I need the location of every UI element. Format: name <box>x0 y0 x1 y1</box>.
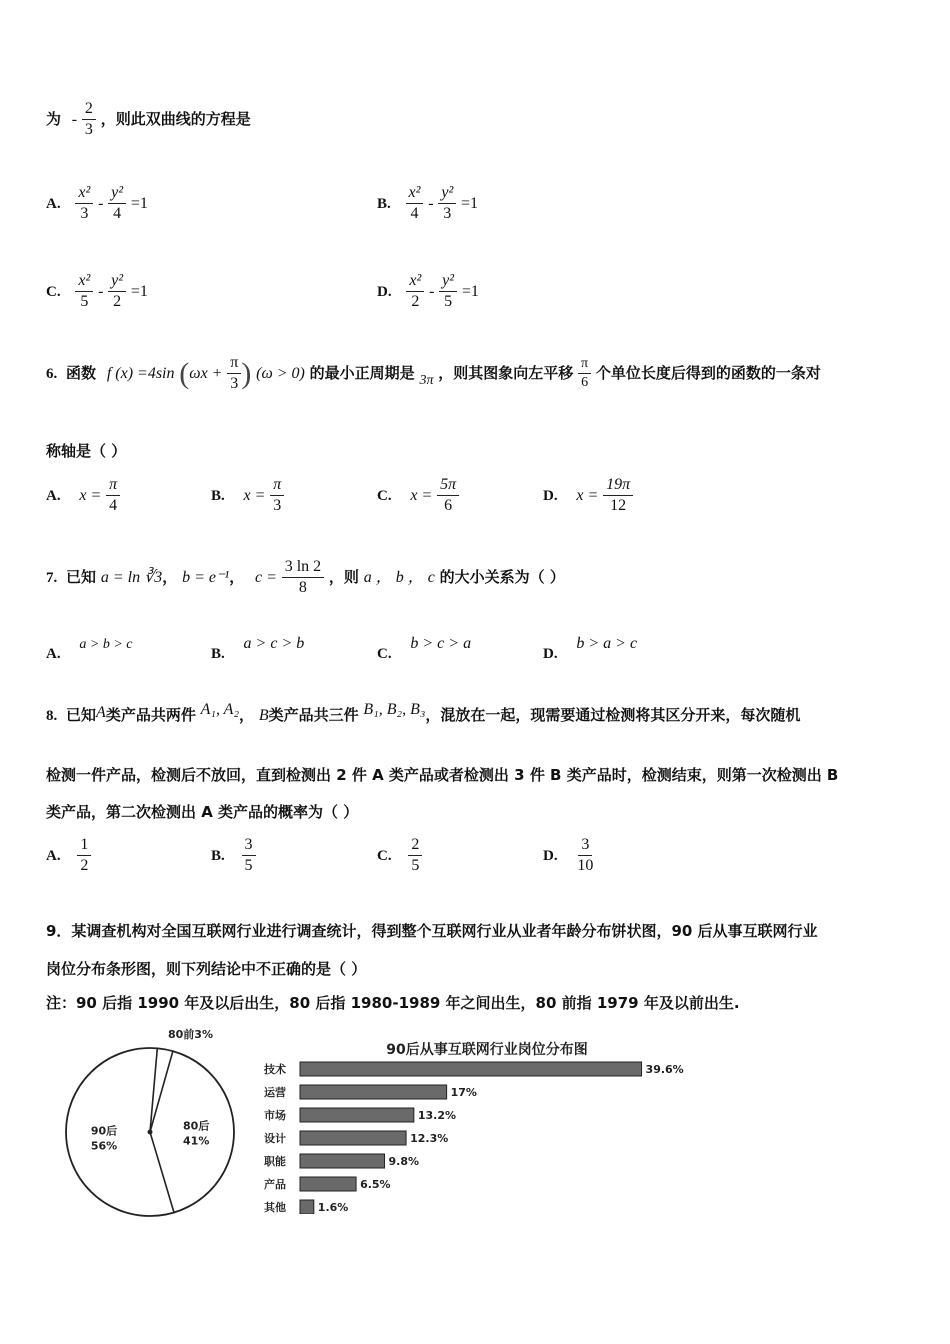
bar-其他 <box>300 1200 314 1214</box>
q6-stem-line2: 称轴是（ ） <box>46 442 127 460</box>
bar-category-职能: 职能 <box>264 1155 286 1168</box>
q5-option-a: A. $\frac{\text{x²}}{3}$ - $\frac{\text{y²}}{4}$ =1 <box>46 184 148 223</box>
q5-text: ，则此双曲线的方程是 <box>100 109 251 128</box>
bar-category-市场: 市场 <box>264 1109 286 1122</box>
pie-label-90后: 90后 <box>90 1124 118 1138</box>
q8-option-c: C. $\frac{2}{5}$ <box>377 836 422 876</box>
q7-stem: 7. 已知 a = ln ∛3， b = e⁻¹， c = $\frac{3 \ln 2}{8}$ ，则 a ， b ， c 的大小关系为（ ） <box>46 558 565 597</box>
q5-prefix: 为 <box>46 109 62 128</box>
q6-stem: 6. 函数 f (x) =4sin (ωx + $\frac{\pi}{3}$ ) (ω > 0) 的最小正周期是 3π ，则其图象向左平移 $\frac{\pi}{6}$ 个单位长度后得到的函数的一条对 <box>46 354 821 393</box>
q6-function: f (x) =4sin <box>106 364 175 382</box>
bar-chart-title: 90后从事互联网行业岗位分布图 <box>386 1042 588 1058</box>
q5-option-d: D. $\frac{\text{x²}}{2}$ - $\frac{\text{y²}}{5}$ =1 <box>377 272 479 311</box>
bar-chart <box>262 1034 712 1214</box>
q7-option-b: B. a > c > b <box>211 635 305 662</box>
q9-note: 注：90 后指 1990 年及以后出生，80 后指 1980-1989 年之间出生，80 前指 1979 年及以前出生. <box>46 994 740 1012</box>
bar-运营 <box>300 1085 447 1099</box>
pie-label-80后: 80后 <box>183 1119 210 1133</box>
bar-category-技术: 技术 <box>264 1063 286 1076</box>
bar-category-运营: 运营 <box>264 1086 286 1099</box>
bar-value-技术: 39.6% <box>645 1063 684 1076</box>
pie-value-90后: 56% <box>90 1139 118 1153</box>
bar-value-其他: 1.6% <box>317 1201 349 1214</box>
bar-技术 <box>300 1062 642 1076</box>
q8-option-b: B. $\frac{3}{5}$ <box>211 836 256 876</box>
pie-chart <box>60 1024 260 1224</box>
q5-slope-fraction: $\frac{2}{3}$ <box>82 100 96 140</box>
pie-center <box>148 1130 153 1135</box>
bar-category-其他: 其他 <box>264 1201 286 1214</box>
q9-stem-line1: 9．某调查机构对全国互联网行业进行调查统计，得到整个互联网行业从业者年龄分布饼状图，90 后从事互联网行业 <box>46 922 818 940</box>
q9-stem-line2: 岗位分布条形图，则下列结论中不正确的是（ ） <box>46 960 367 978</box>
q5-option-c: C. $\frac{\text{x²}}{5}$ - $\frac{\text{y²}}{2}$ =1 <box>46 272 148 311</box>
bar-category-产品: 产品 <box>264 1178 286 1191</box>
q5-option-b: B. $\frac{\text{x²}}{4}$ - $\frac{\text{y²}}{3}$ =1 <box>377 184 479 223</box>
q8-option-d: D. $\frac{3}{10}$ <box>543 836 594 875</box>
q6-option-a: A. x = $\frac{\pi}{4}$ <box>46 476 120 516</box>
pie-value-80后: 41% <box>183 1134 210 1148</box>
q5-stem <box>46 100 251 140</box>
bar-category-设计: 设计 <box>264 1132 286 1145</box>
q8-option-a: A. $\frac{1}{2}$ <box>46 836 91 876</box>
q5-slope-sign: - <box>71 110 78 128</box>
bar-职能 <box>300 1154 385 1168</box>
pie-outside-label: 80前3% <box>168 1028 213 1041</box>
bar-value-职能: 9.8% <box>388 1155 420 1168</box>
bar-市场 <box>300 1108 414 1122</box>
bar-产品 <box>300 1177 356 1191</box>
q6-option-b: B. x = $\frac{\pi}{3}$ <box>211 476 284 516</box>
bar-value-设计: 12.3% <box>410 1132 449 1145</box>
q8-stem-line3: 类产品，第二次检测出 A 类产品的概率为（ ） <box>46 803 359 821</box>
q8-stem-line1: 8. 已知A类产品共两件 A₁, A₂， B类产品共三件 B₁, B₂, B₃，混放在一起，现需要通过检测将其区分开来，每次随机 <box>46 701 801 724</box>
bar-value-运营: 17% <box>450 1086 477 1099</box>
q6-option-d: D. x = $\frac{19\pi}{12}$ <box>543 476 633 516</box>
bar-value-市场: 13.2% <box>417 1109 457 1122</box>
q7-option-a: A. a > b > c <box>46 637 133 662</box>
bar-设计 <box>300 1131 406 1145</box>
q6-option-c: C. x = $\frac{5\pi}{6}$ <box>377 476 459 516</box>
bar-value-产品: 6.5% <box>360 1178 391 1191</box>
q7-option-c: C. b > c > a <box>377 635 472 662</box>
q7-option-d: D. b > a > c <box>543 635 638 662</box>
q8-stem-line2: 检测一件产品，检测后不放回，直到检测出 2 件 A 类产品或者检测出 3 件 B 类产品时，检测结束，则第一次检测出 B <box>46 766 839 784</box>
